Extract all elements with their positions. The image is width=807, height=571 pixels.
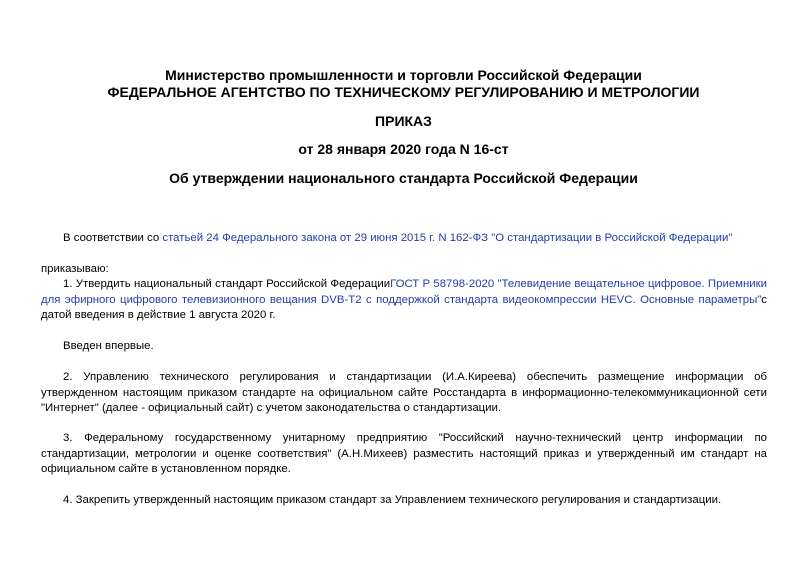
first-time-note: Введен впервые. [63, 340, 154, 352]
item-3-paragraph: 3. Федеральному государственному унитарному предприятию "Российский научно-технический центр информации по стандартизации, метрологии и оценке соответствия" (А.Н.Михеев) разместить настоящий приказ и утвержденный им стандарт на официальном сайте в установленном порядке. [41, 432, 767, 475]
item-1-suffix: с датой введения в действие 1 августа 2020 г. [41, 293, 767, 321]
date-number: от 28 января 2020 года N 16-ст [298, 141, 509, 157]
agency-heading: ФЕДЕРАЛЬНОЕ АГЕНТСТВО ПО ТЕХНИЧЕСКОМУ РЕГУЛИРОВАНИЮ И МЕТРОЛОГИИ [107, 84, 700, 100]
intro-paragraph [41, 231, 767, 247]
intro-prefix: В соответствии со [63, 232, 163, 244]
document-type: ПРИКАЗ [375, 113, 432, 129]
item-1-paragraph [41, 277, 767, 324]
ministry-heading: Министерство промышленности и торговли Российской Федерации [165, 67, 642, 83]
item-1-prefix: 1. Утвердить национальный стандарт Российской Федерации [63, 278, 391, 290]
item-2-paragraph: 2. Управлению технического регулирования и стандартизации (И.А.Киреева) обеспечить размещение информации об утвержденном настоящим приказом стандарте на официальном сайте Росстандарта в информационно-телекоммуникационной сети "Интернет" (далее - официальный сайт) с учетом законодательства о стандартизации. [41, 371, 767, 414]
gost-standard-link[interactable]: ГОСТ Р 58798-2020 "Телевидение вещательное цифровое. Приемники для эфирного цифрового телевизионного вещания DVB-T2 с поддержкой стандарта видеокомпрессии HEVC. Основные параметры" [41, 278, 767, 306]
document-title: Об утверждении национального стандарта Российской Федерации [169, 170, 638, 186]
order-word: приказываю: [41, 263, 109, 275]
item-4-paragraph: 4. Закрепить утвержденный настоящим приказом стандарт за Управлением технического регулирования и стандартизации. [63, 494, 722, 506]
federal-law-link[interactable]: статьей 24 Федерального закона от 29 июня 2015 г. N 162-ФЗ "О стандартизации в Российской Федерации" [162, 232, 733, 244]
